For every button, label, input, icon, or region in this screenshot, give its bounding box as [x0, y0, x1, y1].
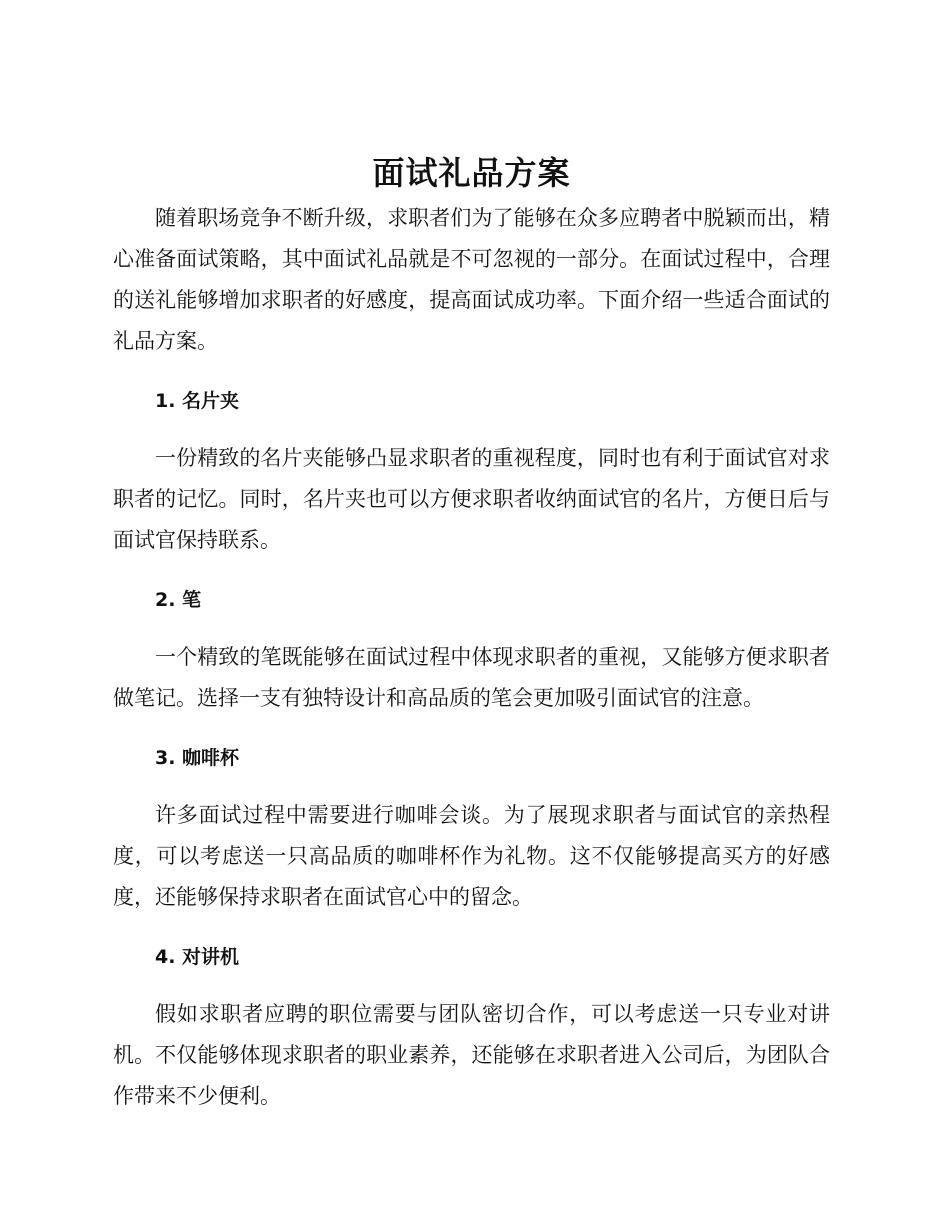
document-title: 面试礼品方案 [372, 154, 571, 192]
document-page [113, 150, 830, 1117]
section-heading-coffee-cup: 3. 咖啡杯 [155, 747, 240, 769]
section-body-pen: 一个精致的笔既能够在面试过程中体现求职者的重视，又能够方便求职者做笔记。选择一支有独特设计和高品质的笔会更加吸引面试官的注意。 [113, 645, 830, 710]
section-body-walkie-talkie: 假如求职者应聘的职位需要与团队密切合作，可以考虑送一只专业对讲机。不仅能够体现求职者的职业素养，还能够在求职者进入公司后，为团队合作带来不少便利。 [113, 1002, 830, 1108]
intro-paragraph: 随着职场竞争不断升级，求职者们为了能够在众多应聘者中脱颖而出，精心准备面试策略，其中面试礼品就是不可忽视的一部分。在面试过程中，合理的送礼能够增加求职者的好感度，提高面试成功率。下面介绍一些适合面试的礼品方案。 [113, 206, 830, 353]
section-body-business-card-holder: 一份精致的名片夹能够凸显求职者的重视程度，同时也有利于面试官对求职者的记忆。同时，名片夹也可以方便求职者收纳面试官的名片，方便日后与面试官保持联系。 [113, 446, 830, 552]
section-heading-pen: 2. 笔 [155, 589, 202, 611]
section-heading-business-card-holder: 1. 名片夹 [155, 390, 240, 412]
section-body-coffee-cup: 许多面试过程中需要进行咖啡会谈。为了展现求职者与面试官的亲热程度，可以考虑送一只高品质的咖啡杯作为礼物。这不仅能够提高买方的好感度，还能够保持求职者在面试官心中的留念。 [113, 803, 830, 909]
section-heading-walkie-talkie: 4. 对讲机 [155, 946, 240, 968]
